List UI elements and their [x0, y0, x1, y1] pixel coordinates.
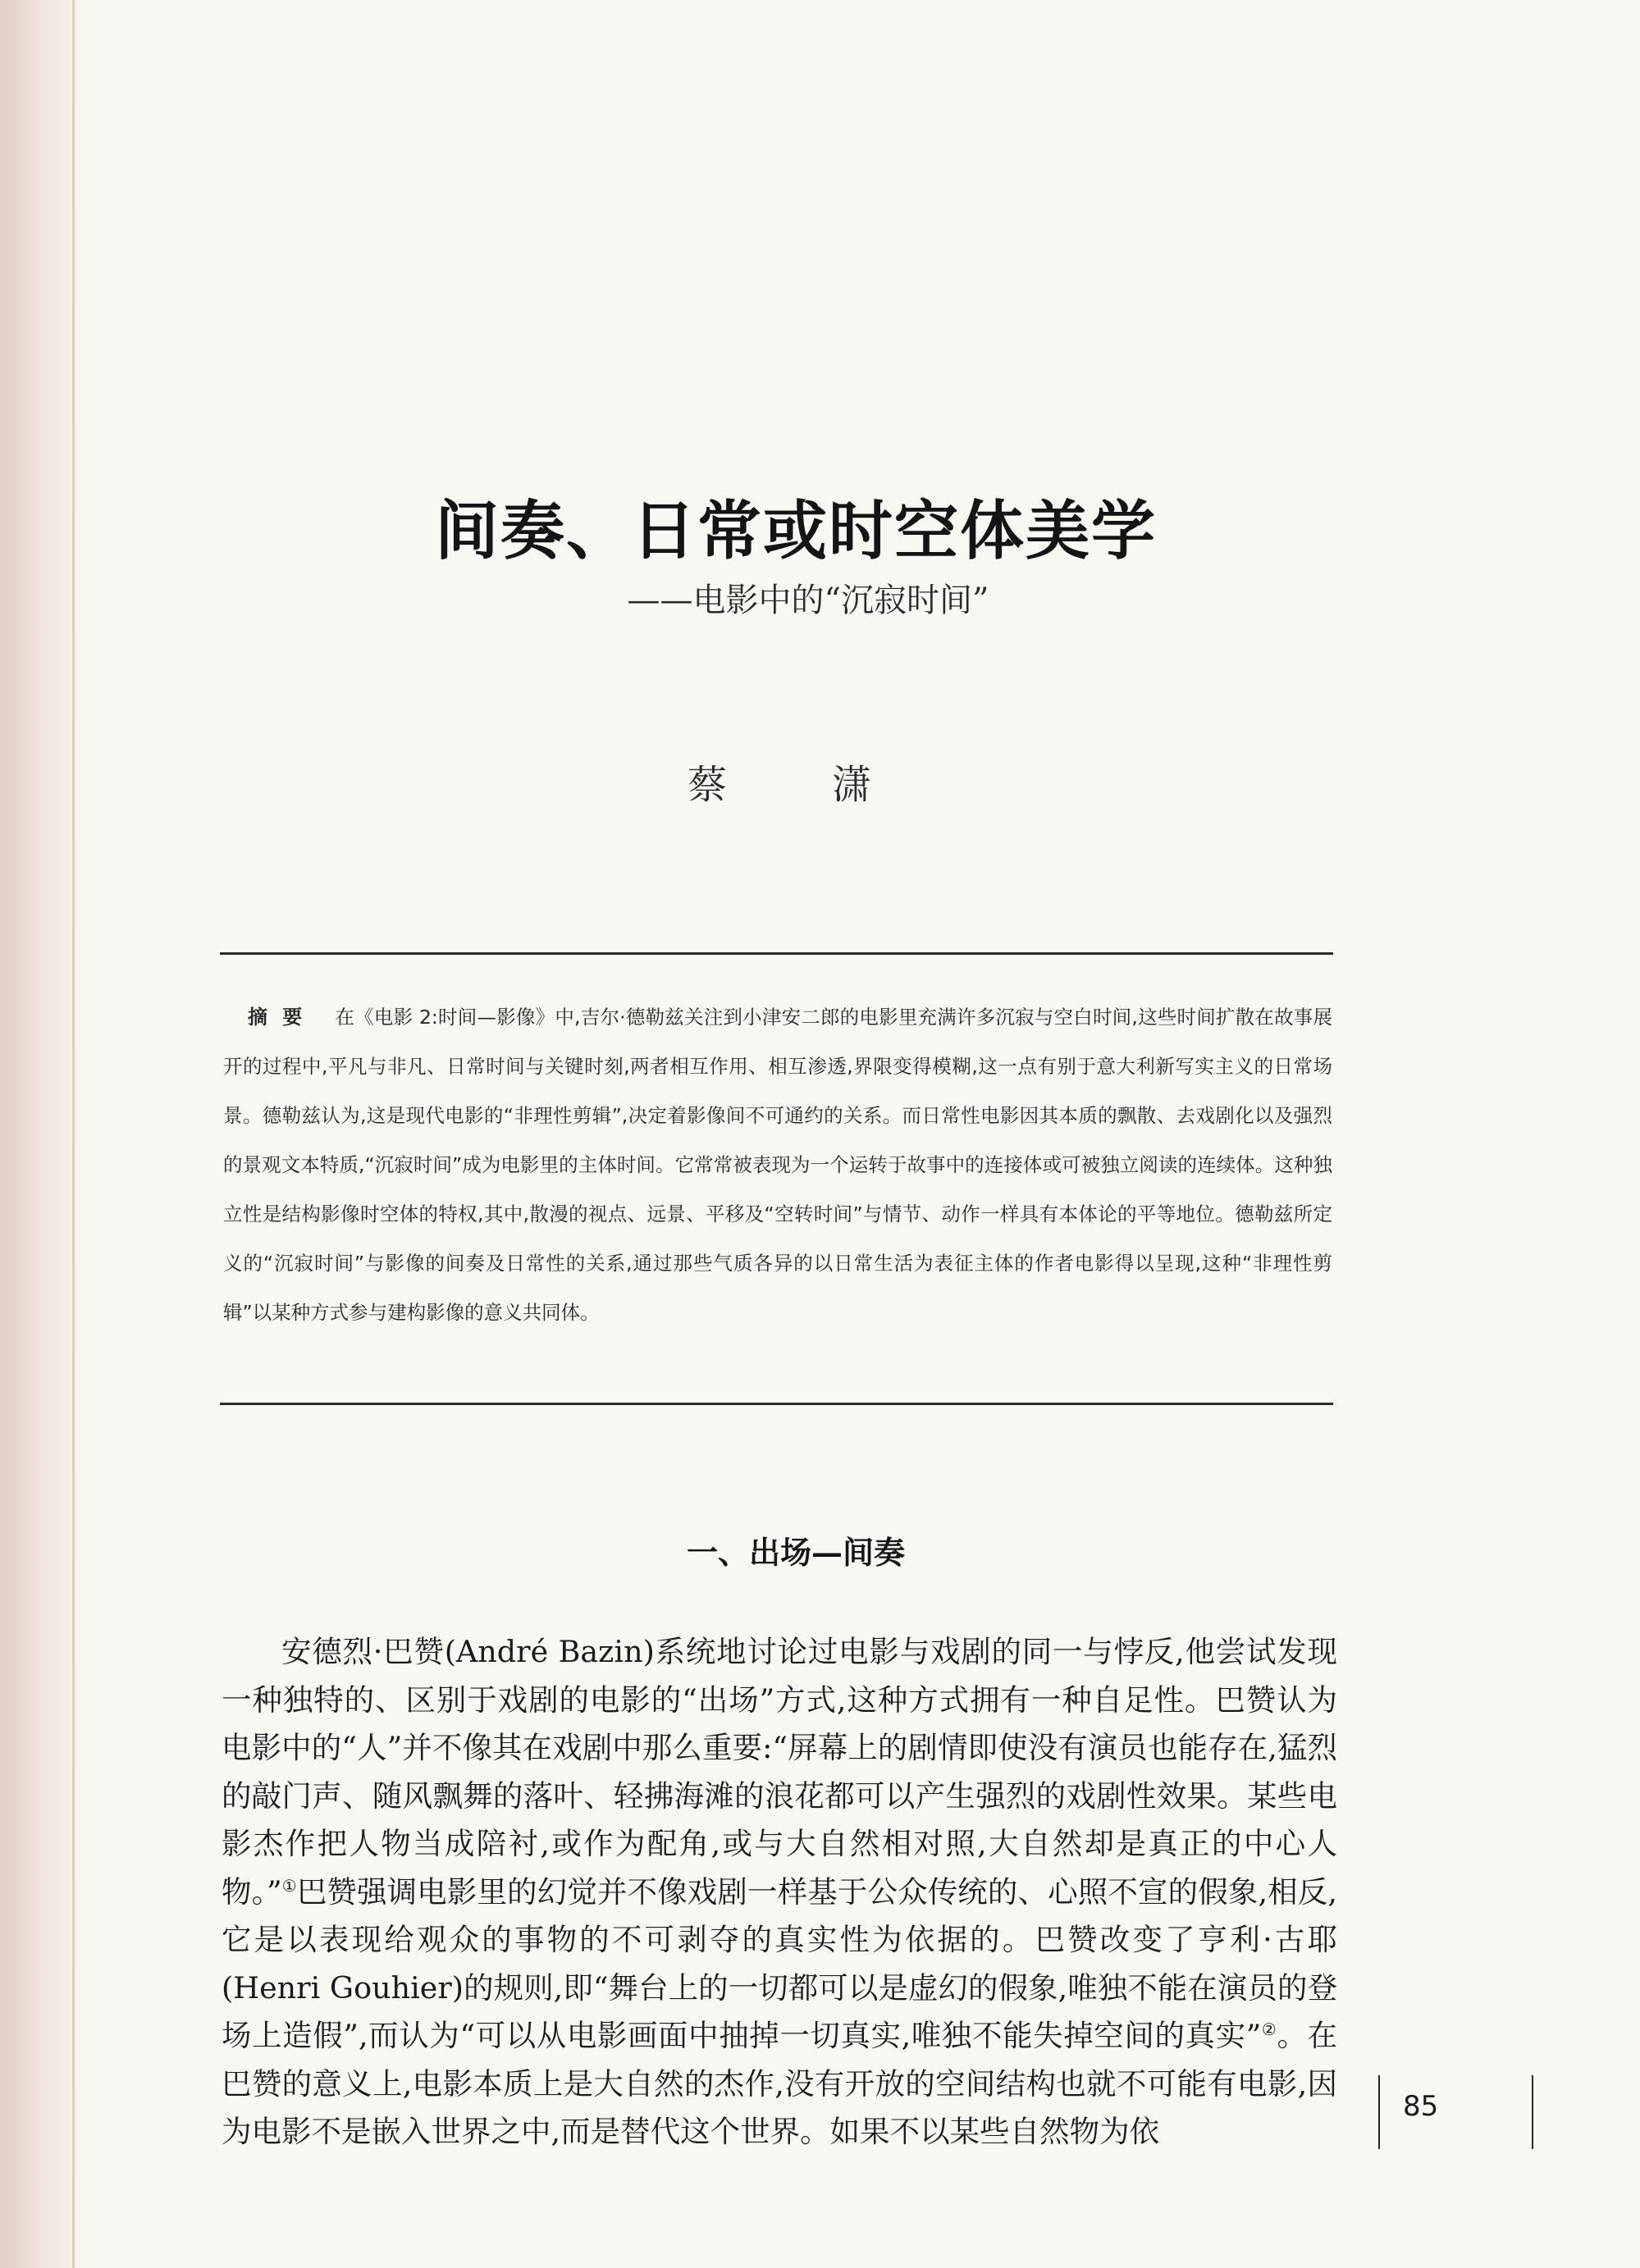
- abstract-block: [223, 993, 1332, 1337]
- section-heading: 一、出场—间奏: [686, 1534, 905, 1571]
- body-paragraph: [222, 1628, 1337, 2156]
- footnote-marker-1[interactable]: ①: [281, 1875, 297, 1896]
- page-spine-shadow: [0, 0, 90, 2268]
- abstract-text: 在《电影 2:时间—影像》中,吉尔·德勒兹关注到小津安二郎的电影里充满许多沉寂与空白时间,这些时间扩散在故事展开的过程中,平凡与非凡、日常时间与关键时刻,两者相互作用、相互渗透,界限变得模糊,这一点有别于意大利新写实主义的日常场景。德勒兹认为,这是现代电影的“非理性剪辑”,决定着影像间不可通约的关系。而日常性电影因其本质的飘散、去戏剧化以及强烈的景观文本特质,“沉寂时间”成为电影里的主体时间。它常常被表现为一个运转于故事中的连接体或可被独立阅读的连续体。这种独立性是结构影像时空体的特权,其中,散漫的视点、远景、平移及“空转时间”与情节、动作一样具有本体论的平等地位。德勒兹所定义的“沉寂时间”与影像的间奏及日常性的关系,通过那些气质各异的以日常生活为表征主体的作者电影得以呈现,这种“非理性剪辑”以某种方式参与建构影像的意义共同体。: [223, 1006, 1333, 1324]
- article-subtitle: ——电影中的“沉寂时间”: [627, 582, 989, 619]
- paragraph-text-part2: 巴赞强调电影里的幻觉并不像戏剧一样基于公众传统的、心照不宣的假象,相反,它是以表现给观众的事物的不可剥夺的真实性为依据的。巴赞改变了亨利·古耶(Henri Gouhier)的规则,即“舞台上的一切都可以是虚幻的假象,唯独不能在演员的登场上造假”,而认为“可以从电影画面中抽掉一切真实,唯独不能失掉空间的真实”: [222, 1873, 1337, 2053]
- paragraph-text-part3: 。在巴赞的意义上,电影本质上是大自然的杰作,没有开放的空间结构也就不可能有电影,因为电影不是嵌入世界之中,而是替代这个世界。如果不以某些自然物为依: [222, 2018, 1338, 2149]
- page-number-left-bar: [1378, 2075, 1380, 2149]
- page-spine-fold: [72, 0, 75, 2268]
- paragraph-text-part1: 安德烈·巴赞(André Bazin)系统地讨论过电影与戏剧的同一与悖反,他尝试发现一种独特的、区别于戏剧的电影的“出场”方式,这种方式拥有一种自足性。巴赞认为电影中的“人”并不像其在戏剧中那么重要:“屏幕上的剧情即使没有演员也能存在,猛烈的敲门声、随风飘舞的落叶、轻拂海滩的浪花都可以产生强烈的戏剧性效果。某些电影杰作把人物当成陪衬,或作为配角,或与大自然相对照,大自然却是真正的中心人物。”: [222, 1634, 1337, 1910]
- page-number: 85: [1403, 2090, 1439, 2123]
- abstract-top-rule: [220, 952, 1333, 955]
- article-title: 间奏、日常或时空体美学: [434, 494, 1157, 568]
- article-author: 蔡 潇: [687, 762, 904, 808]
- abstract-bottom-rule: [220, 1403, 1333, 1405]
- page-number-right-bar: [1532, 2075, 1533, 2149]
- footnote-marker-2[interactable]: ②: [1261, 2019, 1277, 2039]
- abstract-label: 摘要: [248, 1006, 317, 1029]
